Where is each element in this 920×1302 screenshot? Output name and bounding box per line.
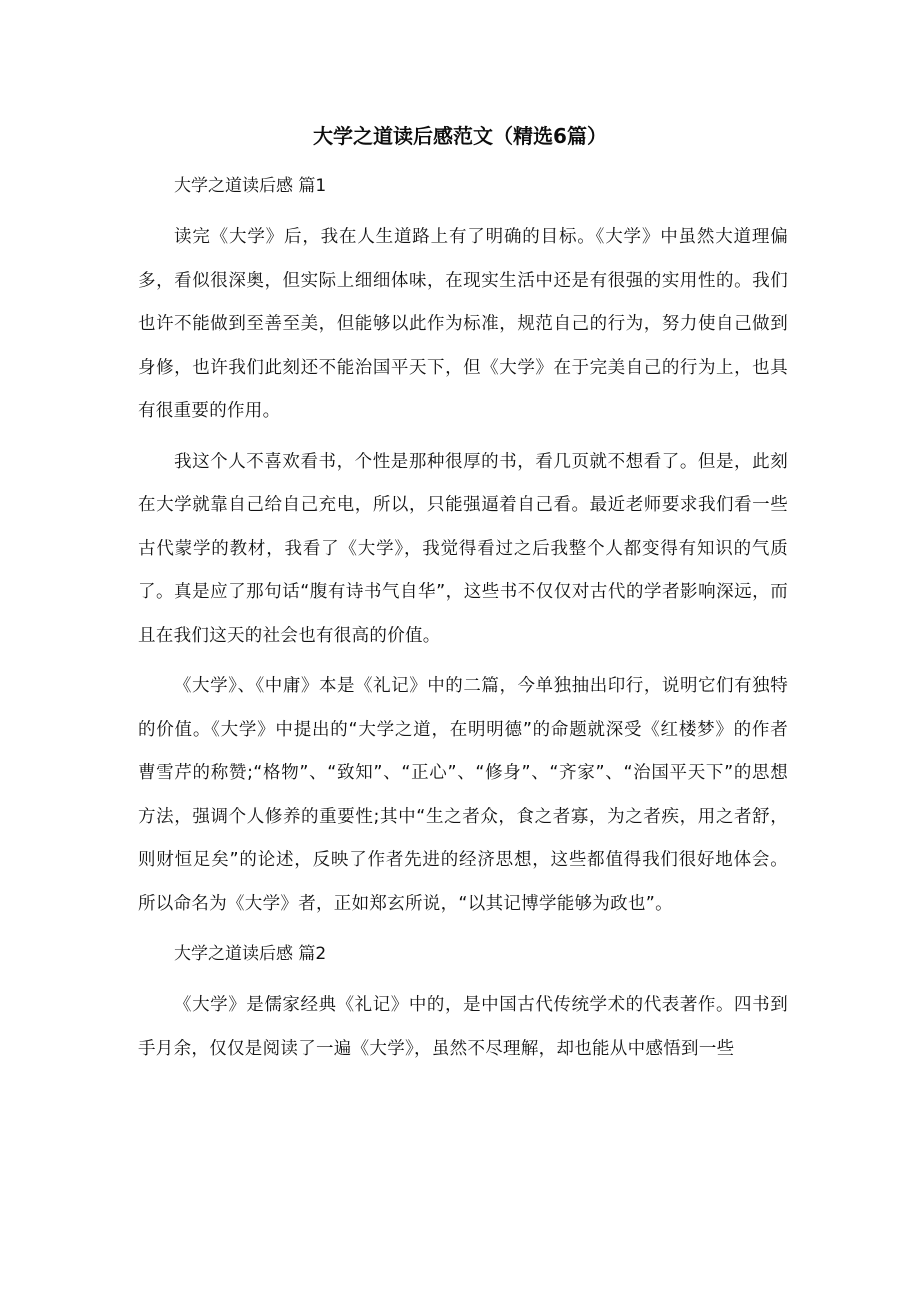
- section-2: [138, 934, 788, 1071]
- section-heading: 大学之道读后感 篇1: [174, 176, 327, 196]
- paragraph: 《大学》是儒家经典《礼记》中的，是中国古代传统学术的代表著作。四书到手月余，仅仅是阅读了一遍《大学》，虽然不尽理解，却也能从中感悟到一些: [138, 995, 788, 1059]
- document-body: [138, 166, 788, 1071]
- section-1: [138, 166, 788, 926]
- document-title: 大学之道读后感范文（精选6篇）: [313, 124, 607, 148]
- paragraph: 读完《大学》后，我在人生道路上有了明确的目标。《大学》中虽然大道理偏多，看似很深奥，但实际上细细体味，在现实生活中还是有很强的实用性的。我们也许不能做到至善至美，但能够以此作为标准，规范自己的行为，努力使自己做到身修，也许我们此刻还不能治国平天下，但《大学》在于完美自己的行为上，也具有很重要的作用。: [138, 227, 788, 421]
- paragraph: 《大学》、《中庸》本是《礼记》中的二篇，今单独抽出印行，说明它们有独特的价值。《大学》中提出的“大学之道，在明明德”的命题就深受《红楼梦》的作者曹雪芹的称赞;“格物”、“致知”、“正心”、“修身”、“齐家”、“治国平天下”的思想方法，强调个人修养的重要性;其中“生之者众，食之者寡，为之者疾，用之者舒，则财恒足矣”的论述，反映了作者先进的经济思想，这些都值得我们很好地体会。所以命名为《大学》者，正如郑玄所说，“以其记博学能够为政也”。: [138, 676, 788, 914]
- section-heading: 大学之道读后感 篇2: [174, 944, 327, 964]
- paragraph: 我这个人不喜欢看书，个性是那种很厚的书，看几页就不想看了。但是，此刻在大学就靠自己给自己充电，所以，只能强逼着自己看。最近老师要求我们看一些古代蒙学的教材，我看了《大学》，我觉得看过之后我整个人都变得有知识的气质了。真是应了那句话“腹有诗书气自华”，这些书不仅仅对古代的学者影响深远，而且在我们这天的社会也有很高的价值。: [138, 451, 788, 646]
